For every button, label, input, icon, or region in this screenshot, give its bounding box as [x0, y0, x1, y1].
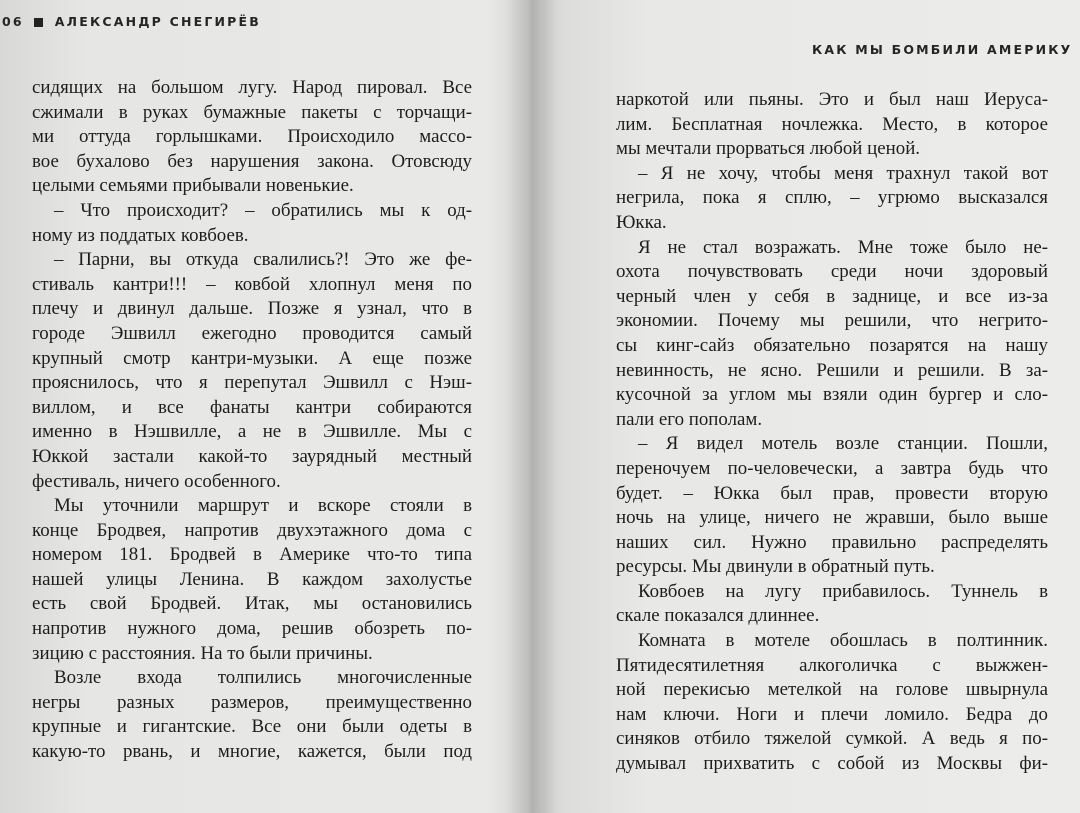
text-line: лим. Бесплатная ночлежка. Место, в которое [616, 113, 1048, 135]
text-line: переночуем по-человечески, а завтра будь что [616, 457, 1048, 479]
text-line: думывал прихватить с собой из Москвы фи- [616, 753, 1048, 775]
text-line: ресурсы. Мы двинули в обратный путь. [616, 556, 935, 578]
text-line: негрила, пока я сплю, – угрюмо высказался [616, 187, 1048, 209]
text-line: сжимали в руках бумажные пакеты с торчащи- [32, 101, 472, 123]
page-number: 06 [2, 14, 24, 29]
text-line: экономии. Почему мы решили, что негрито- [616, 310, 1048, 332]
text-line: мы мечтали прорваться любой ценой. [616, 138, 921, 160]
text-line: ной перекисью метелкой на голове швырнула [616, 679, 1048, 701]
text-line: плечу и двинул дальше. Позже я узнал, что в [32, 298, 472, 320]
text-line: виллом, и все фанаты кантри собираются [32, 396, 472, 418]
text-line: ми оттуда горлышками. Происходило массо- [32, 126, 472, 148]
text-line: ночь на улице, ничего не жравши, было выше [616, 507, 1048, 529]
right-running-head [812, 42, 1080, 57]
text-line: Я не стал возражать. Мне тоже было не- [638, 236, 1048, 258]
text-line: Юккой застали какой-то заурядный местный [32, 445, 472, 467]
text-line: – Я не хочу, чтобы меня трахнул такой вот [638, 162, 1048, 184]
text-line: фестиваль, ничего особенного. [32, 470, 281, 492]
text-line: зицию с расстояния. На то были причины. [32, 642, 373, 664]
left-running-head [2, 14, 261, 29]
text-line: вое бухалово без нарушения закона. Отовсюду [32, 150, 472, 172]
text-line: Комната в мотеле обошлась в полтинник. [638, 630, 1048, 652]
text-line: Мы уточнили маршрут и вскоре стояли в [54, 495, 472, 517]
text-line: кусочной за углом мы взяли один бургер и сло- [616, 384, 1048, 406]
text-line: крупные и гигантские. Все они были одеты в [32, 716, 472, 738]
text-line: напротив нужного дома, решив обозреть по- [32, 618, 472, 640]
text-line: наркотой или пьяны. Это и был наш Иеруса- [616, 89, 1048, 110]
text-line: ному из поддатых ковбоев. [32, 224, 249, 246]
text-line: черный член у себя в заднице, и все из-за [616, 285, 1048, 307]
text-line: сидящих на большом лугу. Народ пировал. Все [32, 77, 472, 98]
author-name: АЛЕКСАНДР СНЕГИРЁВ [54, 14, 261, 29]
text-line: Возле входа толпились многочисленные [54, 667, 472, 689]
text-line: целыми семьями прибывали новенькие. [32, 175, 354, 197]
text-line: будет. – Юкка был прав, провести вторую [616, 482, 1048, 504]
square-bullet-icon [34, 18, 43, 27]
text-line: нашей улицы Ленина. В каждом захолустье [32, 568, 472, 590]
left-page [0, 0, 530, 813]
text-line: наших сил. Нужно правильно распределять [616, 531, 1048, 553]
left-page-text [32, 76, 472, 765]
text-line: невинность, не ясно. Решили и решили. В за- [616, 359, 1048, 381]
text-line: крупный смотр кантри-музыки. А еще позже [32, 347, 472, 369]
text-line: – Парни, вы откуда свалились?! Это же фе- [54, 249, 472, 271]
text-line: номером 181. Бродвей в Америке что-то типа [32, 544, 472, 566]
text-line: именно в Нэшвилле, а не в Эшвилле. Мы с [32, 421, 472, 443]
text-line: городе Эшвилл ежегодно проводится самый [32, 322, 472, 344]
text-line: стиваль кантри!!! – ковбой хлопнул меня по [32, 273, 472, 295]
text-line: синяков отбило тяжелой сумкой. А ведь я по- [616, 728, 1048, 750]
text-line: Пятидесятилетняя алкоголичка с выжжен- [616, 654, 1048, 676]
text-line: – Я видел мотель возле станции. Пошли, [638, 433, 1048, 455]
text-line: скале показался длиннее. [616, 605, 820, 627]
right-page [538, 0, 1080, 813]
text-line: Ковбоев на лугу прибавилось. Туннель в [638, 580, 1048, 602]
text-line: охота почувствовать среди ночи здоровый [616, 261, 1048, 283]
chapter-title: КАК МЫ БОМБИЛИ АМЕРИКУ [812, 42, 1073, 57]
text-line: – Что происходит? – обратились мы к од- [54, 199, 472, 221]
text-line: пали его пополам. [616, 408, 763, 430]
text-line: нам ключи. Ноги и плечи ломило. Бедра до [616, 703, 1048, 725]
right-page-text [616, 88, 1048, 777]
text-line: негры разных размеров, преимущественно [32, 691, 472, 713]
text-line: какую-то рвань, и многие, кажется, были под [32, 741, 472, 763]
text-line: сы кинг-сайз обязательно позарятся на нашу [616, 334, 1048, 356]
text-line: Юкка. [616, 211, 667, 233]
text-line: конце Бродвея, напротив двухэтажного дома с [32, 519, 472, 541]
text-line: прояснилось, что я перепутал Эшвилл с Нэш- [32, 372, 472, 394]
text-line: есть свой Бродвей. Итак, мы остановились [32, 593, 472, 615]
